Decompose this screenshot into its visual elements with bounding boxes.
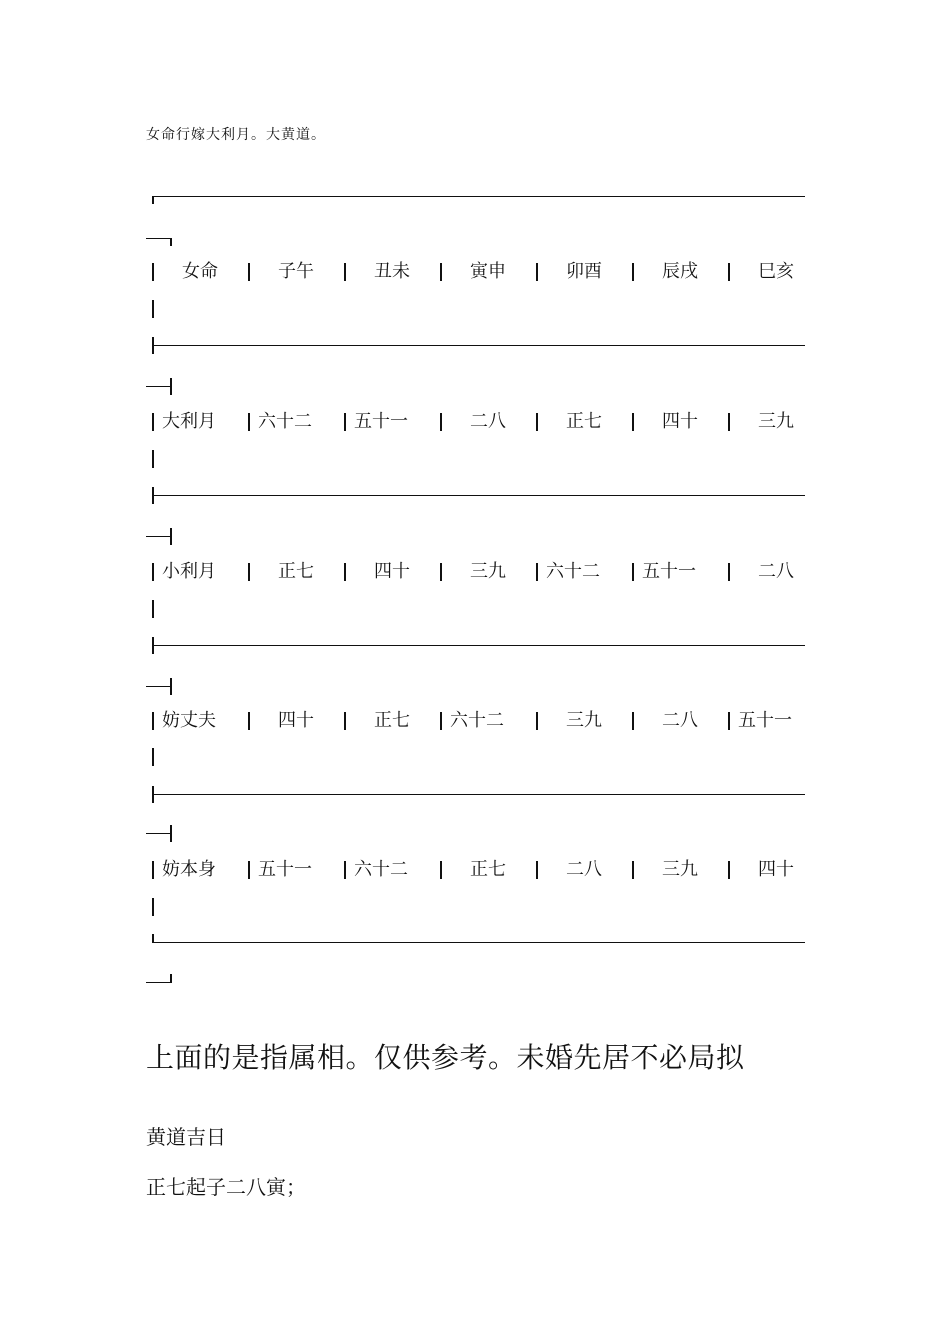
cell-separator: [152, 263, 154, 281]
cell-separator: [632, 413, 634, 431]
cell-separator: [248, 563, 250, 581]
cell-separator: [344, 263, 346, 281]
table-cell: 正七: [470, 859, 506, 880]
top-right-corner: [170, 238, 172, 246]
cell-separator: [728, 861, 730, 879]
table-cell: 五十一: [258, 859, 312, 880]
table-cell: 二八: [758, 561, 794, 582]
divider-wrap: [146, 686, 172, 687]
body-text-line: 正七起子二八寅；: [146, 1175, 306, 1199]
cell-separator: [152, 712, 154, 730]
table-cell: 四十: [662, 411, 698, 432]
zodiac-note: 上面的是指属相。仅供参考。未婚先居不必局拟: [146, 1041, 745, 1074]
row-divider: [154, 495, 805, 496]
top-left-corner: [152, 196, 154, 204]
row-end-bar: [152, 450, 154, 468]
cell-separator: [440, 861, 442, 879]
header-cell: 辰戌: [662, 261, 698, 282]
divider-right-tee: [170, 678, 172, 695]
header-cell: 寅申: [470, 261, 506, 282]
table-row: [146, 858, 806, 882]
table-cell: 正七: [278, 561, 314, 582]
divider-left-tee: [152, 786, 154, 803]
table-row: [146, 709, 806, 733]
table-row: [146, 560, 806, 584]
row-end-bar: [152, 600, 154, 618]
table-cell: 四十: [374, 561, 410, 582]
cell-separator: [440, 263, 442, 281]
header-cell: 巳亥: [758, 261, 794, 282]
cell-separator: [344, 861, 346, 879]
row-divider: [154, 794, 805, 795]
table-cell: 正七: [374, 710, 410, 731]
bottom-border-wrap: [146, 982, 172, 983]
cell-separator: [440, 563, 442, 581]
cell-separator: [728, 263, 730, 281]
bottom-left-corner: [152, 934, 154, 943]
table-bottom-border: [154, 942, 805, 943]
table-cell: 六十二: [450, 710, 504, 731]
row-end-bar: [152, 898, 154, 916]
table-cell: 六十二: [546, 561, 600, 582]
table-header-row: [146, 260, 806, 284]
cell-separator: [536, 263, 538, 281]
row-label: 小利月: [162, 561, 216, 582]
row-divider: [154, 345, 805, 346]
table-cell: 二八: [566, 859, 602, 880]
cell-separator: [728, 413, 730, 431]
cell-separator: [248, 263, 250, 281]
table-top-border: [154, 196, 805, 197]
table-row: [146, 410, 806, 434]
cell-separator: [728, 563, 730, 581]
cell-separator: [152, 563, 154, 581]
cell-separator: [632, 263, 634, 281]
top-border-wrap: [146, 238, 172, 239]
cell-separator: [248, 413, 250, 431]
divider-left-tee: [152, 337, 154, 354]
divider-right-tee: [170, 378, 172, 395]
cell-separator: [344, 712, 346, 730]
cell-separator: [536, 413, 538, 431]
cell-separator: [152, 861, 154, 879]
table-cell: 四十: [278, 710, 314, 731]
cell-separator: [536, 712, 538, 730]
cell-separator: [632, 712, 634, 730]
divider-wrap: [146, 536, 172, 537]
row-label: 妨丈夫: [162, 710, 216, 731]
row-end-bar: [152, 300, 154, 318]
divider-right-tee: [170, 528, 172, 545]
table-cell: 三九: [566, 710, 602, 731]
row-label: 大利月: [162, 411, 216, 432]
cell-separator: [536, 861, 538, 879]
table-cell: 三九: [758, 411, 794, 432]
cell-separator: [344, 413, 346, 431]
cell-separator: [728, 712, 730, 730]
table-cell: 三九: [470, 561, 506, 582]
cell-separator: [632, 861, 634, 879]
table-cell: 六十二: [258, 411, 312, 432]
bottom-right-corner: [170, 974, 172, 983]
cell-separator: [152, 413, 154, 431]
table-cell: 二八: [662, 710, 698, 731]
divider-wrap: [146, 833, 172, 834]
table-cell: 正七: [566, 411, 602, 432]
cell-separator: [440, 712, 442, 730]
text-table: [146, 180, 806, 1000]
cell-separator: [440, 413, 442, 431]
cell-separator: [344, 563, 346, 581]
table-cell: 三九: [662, 859, 698, 880]
table-caption: 女命行嫁大利月。大黄道。: [146, 127, 326, 143]
table-cell: 四十: [758, 859, 794, 880]
table-cell: 二八: [470, 411, 506, 432]
row-label: 妨本身: [162, 859, 216, 880]
header-cell: 卯酉: [566, 261, 602, 282]
cell-separator: [248, 861, 250, 879]
divider-right-tee: [170, 825, 172, 842]
row-divider: [154, 645, 805, 646]
divider-left-tee: [152, 637, 154, 654]
header-cell: 子午: [278, 261, 314, 282]
cell-separator: [248, 712, 250, 730]
divider-left-tee: [152, 487, 154, 504]
table-cell: 五十一: [642, 561, 696, 582]
table-cell: 五十一: [354, 411, 408, 432]
table-cell: 六十二: [354, 859, 408, 880]
cell-separator: [536, 563, 538, 581]
header-cell: 丑未: [374, 261, 410, 282]
row-end-bar: [152, 748, 154, 766]
table-cell: 五十一: [738, 710, 792, 731]
section-title: 黄道吉日: [146, 1125, 226, 1149]
header-cell: 女命: [182, 261, 218, 282]
divider-wrap: [146, 386, 172, 387]
cell-separator: [632, 563, 634, 581]
